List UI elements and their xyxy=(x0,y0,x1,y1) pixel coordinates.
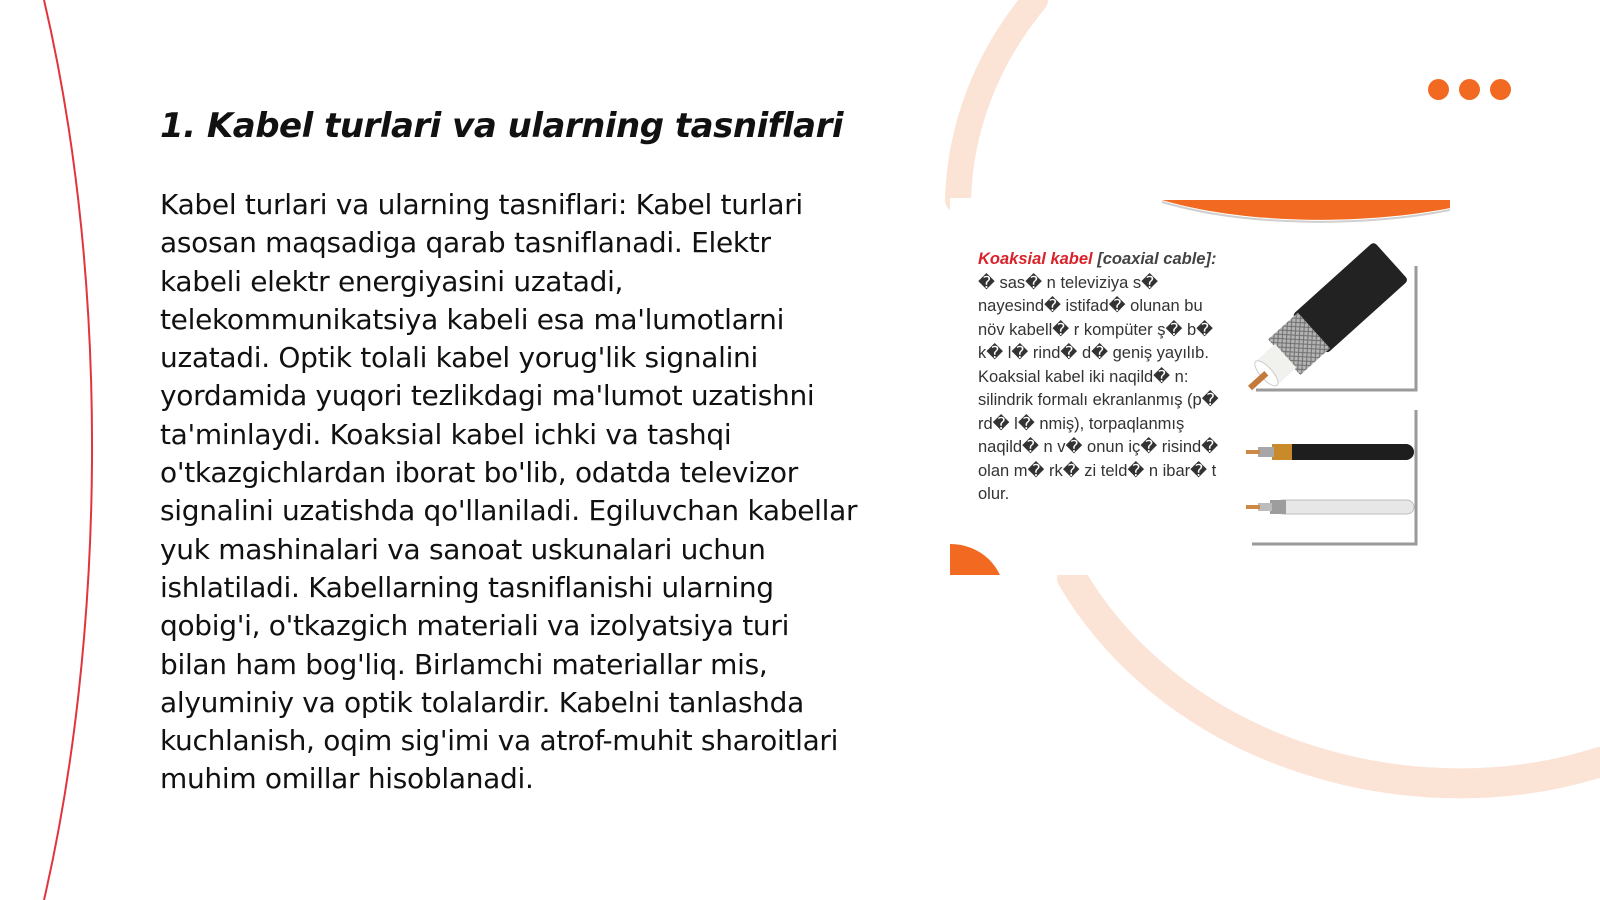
dots-decoration xyxy=(1428,79,1511,100)
dot-2 xyxy=(1459,79,1480,100)
coaxial-cable-image xyxy=(950,198,1450,575)
slide-body-text: Kabel turlari va ularning tasniflari: Kabel turlari asosan maqsadiga qarab tasniflanadi. Elektr kabeli elektr energiyasini uzatadi, telekommunikatsiya kabeli esa ma'lumotlarni uzatadi. Optik tolali kabel yorug'lik signalini yordamida yuqori tezlikdagi ma'lumot uzatishni ta'minlaydi. Koaksial kabel ichki va tashqi o'tkazgichlardan iborat bo'lib, odatda televizor signalini uzatishda qo'llaniladi. Egiluvchan kabellar yuk mashinalari va sanoat uskunalari uchun ishlatiladi. Kabellarning tasniflanishi ularning qobig'i, o'tkazgich materiali va izolyatsiya turi bilan ham bog'liq. Birlamchi materiallar mis, alyuminiy va optik tolalardir. Kabelni tanlashda kuchlanish, oqim sig'imi va atrof-muhit sharoitlari muhim omillar hisoblanadi. xyxy=(160,188,858,796)
white-coax-cable xyxy=(1246,500,1414,514)
caption-term: Koaksial kabel xyxy=(978,250,1093,268)
left-curve-line xyxy=(44,0,92,900)
decor-arc-bottom xyxy=(1072,578,1600,783)
dot-1 xyxy=(1428,79,1449,100)
caption-term-en: [coaxial cable]: xyxy=(1097,250,1217,268)
orange-corner xyxy=(950,544,1000,575)
caption-description: � sas� n televiziya s� nayesind� istifad� olunan bu növ kabell� r kompüter ş� b� k� l� rind� d� geniş yayılıb. Koaksial kabel iki naqild� n: silindrik formalı ekranlanmış (p� rd� l� nmiş), torpaqlanmış naqild� n v� onun iç� risind� olan m� rk� zi teld� n ibar� t olur. xyxy=(978,273,1219,503)
dot-3 xyxy=(1490,79,1511,100)
slide-title: 1. Kabel turlari va ularning tasniflari xyxy=(160,106,844,146)
photo-frame-2 xyxy=(1250,410,1420,544)
image-caption xyxy=(978,248,1223,507)
decor-arc-top xyxy=(958,0,1035,200)
